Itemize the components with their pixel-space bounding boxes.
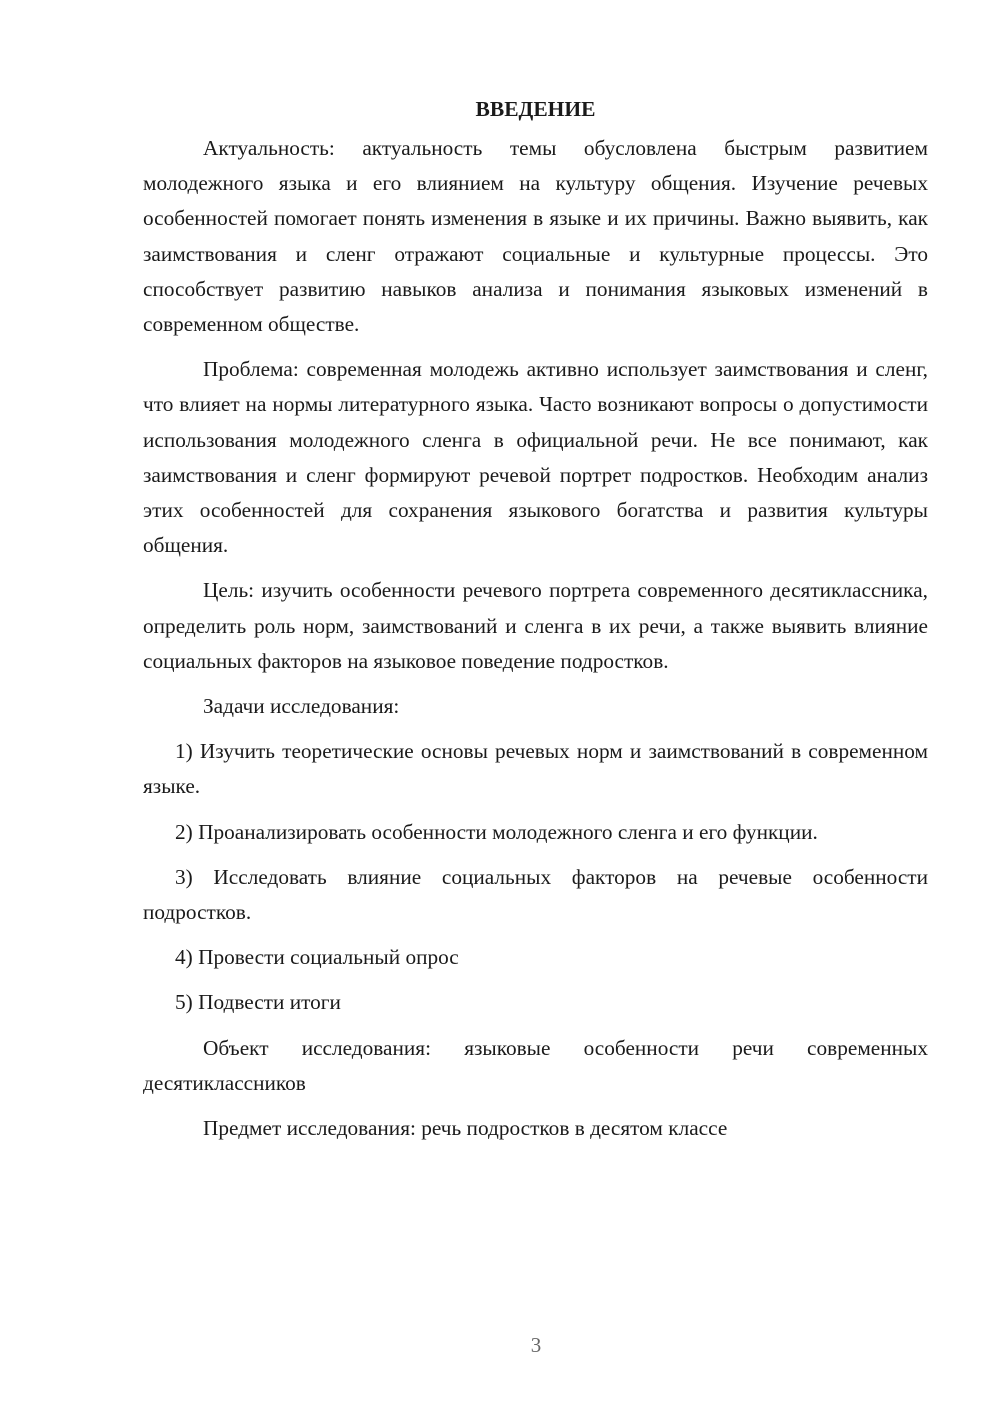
- page-number: 3: [530, 1333, 542, 1357]
- paragraph-subject: Предмет исследования: речь подростков в десятом классе: [203, 1116, 728, 1141]
- paragraph-object: Объект исследования: языковые особенности речи современных десятиклассников: [143, 1035, 928, 1095]
- task-item: 2) Проанализировать особенности молодежного сленга и его функции.: [175, 819, 818, 844]
- task-item: 3) Исследовать влияние социальных факторов на речевые особенности подростков.: [143, 864, 928, 925]
- page-title: ВВЕДЕНИЕ: [475, 97, 596, 121]
- task-item: 5) Подвести итоги: [175, 990, 341, 1015]
- document-page: [143, 92, 928, 1156]
- paragraph-relevance: Актуальность: актуальность темы обусловлена быстрым развитием молодежного языка и его влиянием на культуру общения. Изучение речевых особенностей помогает понять изменения в языке и их причины. Важно выявить, как заимствования и сленг отражают социальные и культурные процессы. Это способствует развитию навыков анализа и понимания языковых изменений в современном обществе.: [143, 136, 928, 337]
- tasks-title: Задачи исследования:: [203, 694, 400, 719]
- paragraph-goal: Цель: изучить особенности речевого портрета современного десятиклассника, определить роль норм, заимствований и сленга в их речи, а также выявить влияние социальных факторов на языковое поведение подростков.: [143, 578, 928, 673]
- paragraph-problem: Проблема: современная молодежь активно использует заимствования и сленг, что влияет на нормы литературного языка. Часто возникают вопросы о допустимости использования молодежного сленга в официальной речи. Не все понимают, как заимствования и сленг формируют речевой портрет подростков. Необходим анализ этих особенностей для сохранения языкового богатства и развития культуры общения.: [143, 357, 928, 558]
- task-item: 4) Провести социальный опрос: [175, 945, 459, 970]
- task-item: 1) Изучить теоретические основы речевых норм и заимствований в современном языке.: [143, 739, 928, 799]
